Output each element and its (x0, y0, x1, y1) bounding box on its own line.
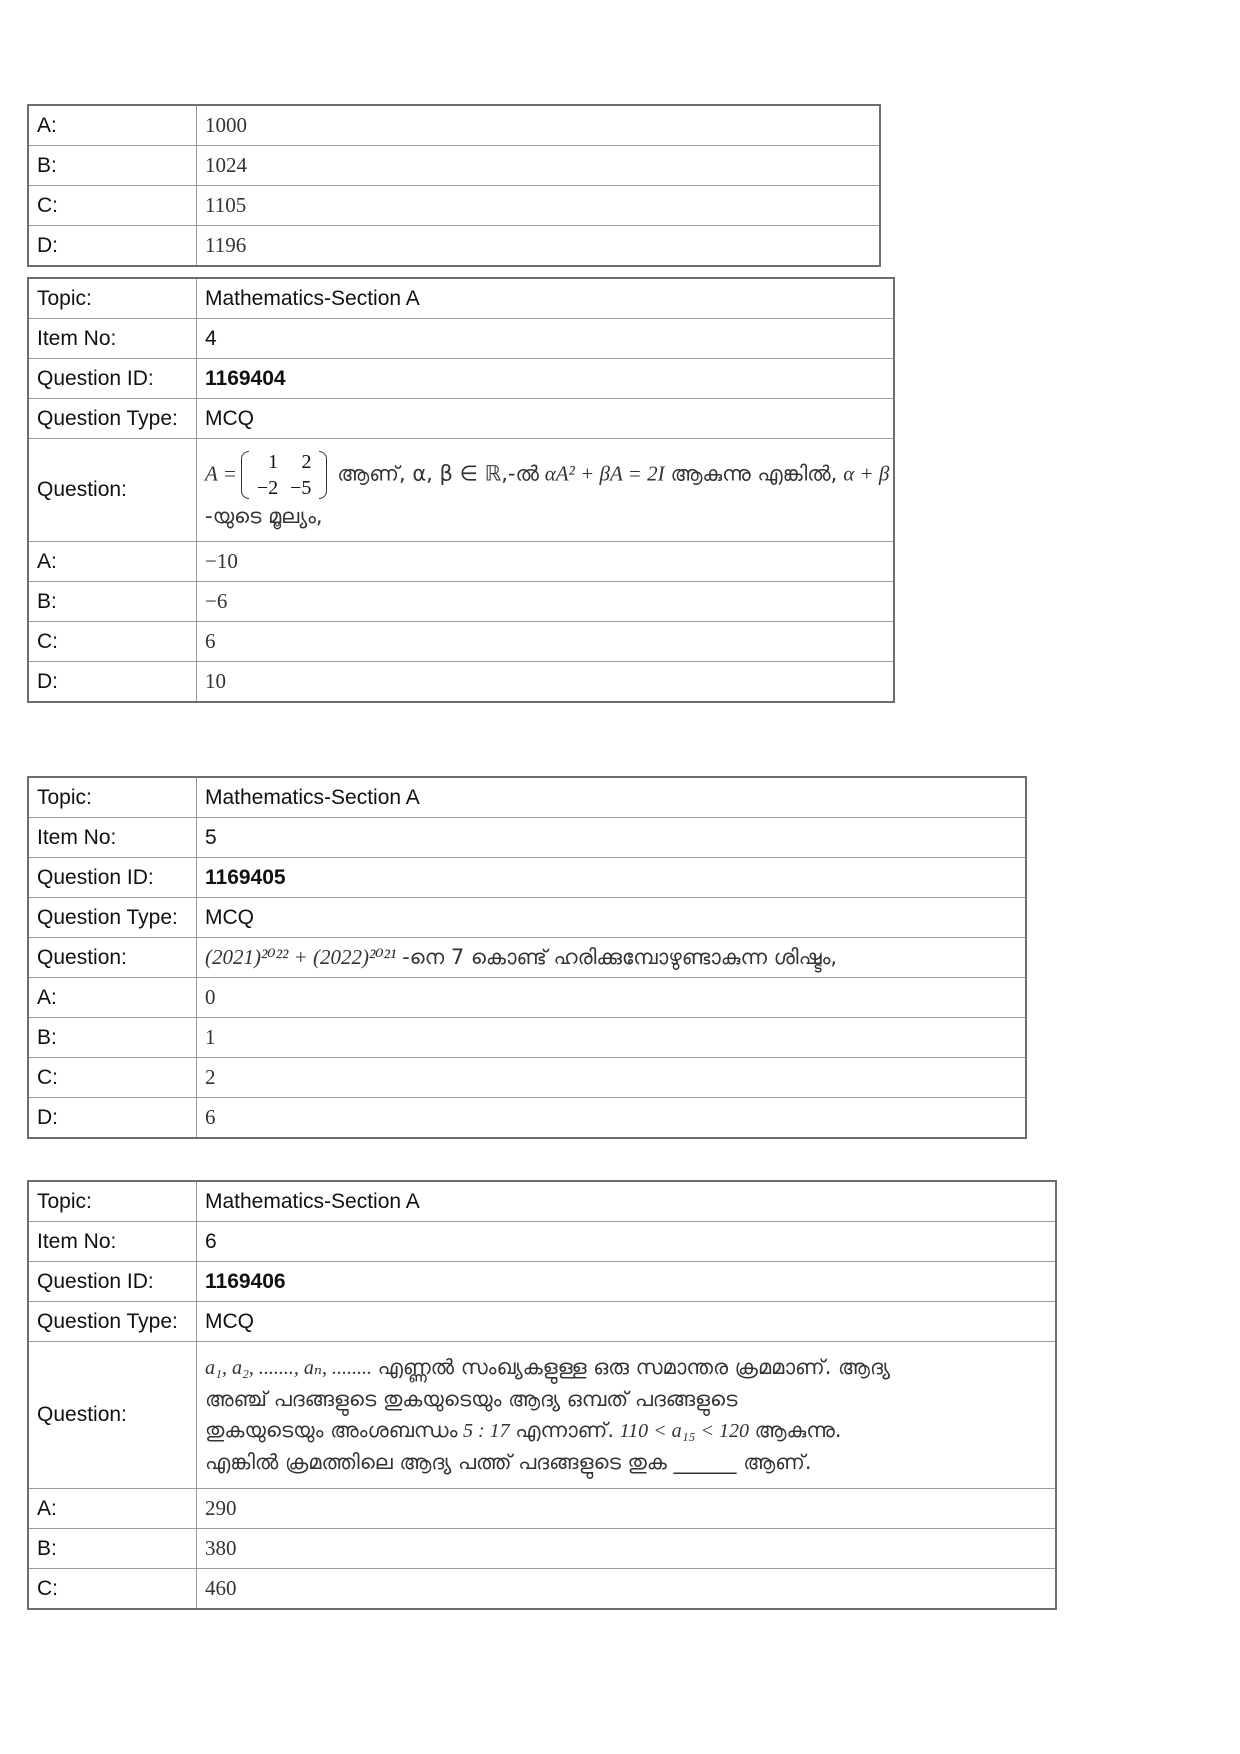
option-label: C: (28, 1569, 197, 1610)
question-type-value: MCQ (197, 399, 895, 439)
matrix-cell: −2 (256, 476, 279, 499)
question-id-label: Question ID: (28, 858, 197, 898)
option-label: C: (28, 186, 197, 226)
question-ratio: 5 : 17 (462, 1420, 510, 1442)
topic-value: Mathematics-Section A (197, 1181, 1057, 1222)
question-fragment: എങ്കിൽ ക്രമത്തിലെ ആദ്യ പത്ത് പദങ്ങളുടെ തുക ______ ആണ്. (205, 1450, 812, 1474)
question-id-label: Question ID: (28, 1262, 197, 1302)
option-value: 2 (197, 1058, 1027, 1098)
question-fragment: ആകുന്നു. (754, 1418, 842, 1442)
option-value: 380 (197, 1529, 1057, 1569)
option-value: 1024 (197, 146, 881, 186)
option-label: A: (28, 105, 197, 146)
option-label: C: (28, 1058, 197, 1098)
option-label: B: (28, 582, 197, 622)
question-table-item-6 (27, 1180, 1057, 1610)
question-fragment: എണ്ണൽ സംഖ്യകളുള്ള ഒരു സമാന്തര ക്രമമാണ്. ആദ്യ (377, 1355, 891, 1379)
option-label: B: (28, 146, 197, 186)
option-row (28, 105, 880, 146)
question-id-value: 1169404 (197, 359, 895, 399)
question-fragment: ആകുന്നു എങ്കിൽ, (670, 461, 838, 486)
topic-label: Topic: (28, 777, 197, 818)
item-no-value: 6 (197, 1222, 1057, 1262)
question-fragment: അഞ്ച് പദങ്ങളുടെ തുകയുടെയും ആദ്യ ഒമ്പത് പദങ്ങളുടെ (205, 1387, 738, 1411)
option-value: 1196 (197, 226, 881, 267)
option-label: B: (28, 1529, 197, 1569)
question-fragment: -യുടെ മൂല്യം, (205, 503, 323, 528)
option-row (28, 186, 880, 226)
question-table-item-4 (27, 277, 895, 703)
option-value: 1105 (197, 186, 881, 226)
question-fragment: -നെ 7 കൊണ്ട് ഹരിക്കുമ്പോഴുണ്ടാകുന്ന ശിഷ്ടം, (402, 945, 838, 969)
question-text (197, 1342, 1057, 1489)
option-label: C: (28, 622, 197, 662)
option-value: 460 (197, 1569, 1057, 1610)
option-value: 1 (197, 1018, 1027, 1058)
question-label: Question: (28, 938, 197, 978)
topic-value: Mathematics-Section A (197, 278, 895, 319)
options-table-prev (27, 104, 881, 267)
item-no-label: Item No: (28, 1222, 197, 1262)
question-label: Question: (28, 1342, 197, 1489)
question-label: Question: (28, 439, 197, 542)
topic-label: Topic: (28, 1181, 197, 1222)
option-label: A: (28, 1489, 197, 1529)
question-equation: αA² + βA = 2I (544, 461, 665, 486)
matrix-cell: −5 (290, 476, 312, 499)
question-id-value: 1169405 (197, 858, 1027, 898)
question-fragment: തുകയുടെയും അംശബന്ധം (205, 1418, 458, 1442)
question-type-label: Question Type: (28, 898, 197, 938)
option-label: D: (28, 1098, 197, 1139)
question-id-value: 1169406 (197, 1262, 1057, 1302)
option-value: −10 (197, 542, 895, 582)
option-value: 10 (197, 662, 895, 703)
question-text (197, 938, 1027, 978)
question-text (197, 439, 895, 542)
question-id-label: Question ID: (28, 359, 197, 399)
item-no-value: 4 (197, 319, 895, 359)
option-label: D: (28, 226, 197, 267)
question-type-label: Question Type: (28, 399, 197, 439)
question-type-label: Question Type: (28, 1302, 197, 1342)
question-type-value: MCQ (197, 1302, 1057, 1342)
option-row (28, 226, 880, 267)
option-value: 290 (197, 1489, 1057, 1529)
item-no-value: 5 (197, 818, 1027, 858)
matrix-name: A = (205, 461, 237, 486)
question-type-value: MCQ (197, 898, 1027, 938)
matrix-cell: 1 (268, 450, 279, 473)
question-fragment: ആണ്, α, β ∈ ℝ,-ൽ (337, 461, 539, 486)
option-value: −6 (197, 582, 895, 622)
option-row (28, 146, 880, 186)
option-value: 1000 (197, 105, 881, 146)
option-value: 0 (197, 978, 1027, 1018)
option-label: A: (28, 978, 197, 1018)
question-sum: α + β (843, 461, 890, 486)
option-label: A: (28, 542, 197, 582)
question-table-item-5 (27, 776, 1027, 1139)
option-value: 6 (197, 1098, 1027, 1139)
question-fragment: എന്നാണ്. (515, 1418, 614, 1442)
item-no-label: Item No: (28, 818, 197, 858)
matrix (241, 449, 328, 501)
option-value: 6 (197, 622, 895, 662)
question-expression: (2021)²⁰²² + (2022)²⁰²¹ (205, 945, 397, 969)
sequence-terms: a₁, a₂, ......., aₙ, ........ (205, 1357, 373, 1379)
topic-label: Topic: (28, 278, 197, 319)
question-inequality: 110 < a₁₅ < 120 (619, 1420, 749, 1442)
option-label: B: (28, 1018, 197, 1058)
topic-value: Mathematics-Section A (197, 777, 1027, 818)
item-no-label: Item No: (28, 319, 197, 359)
matrix-cell: 2 (301, 450, 312, 473)
option-label: D: (28, 662, 197, 703)
